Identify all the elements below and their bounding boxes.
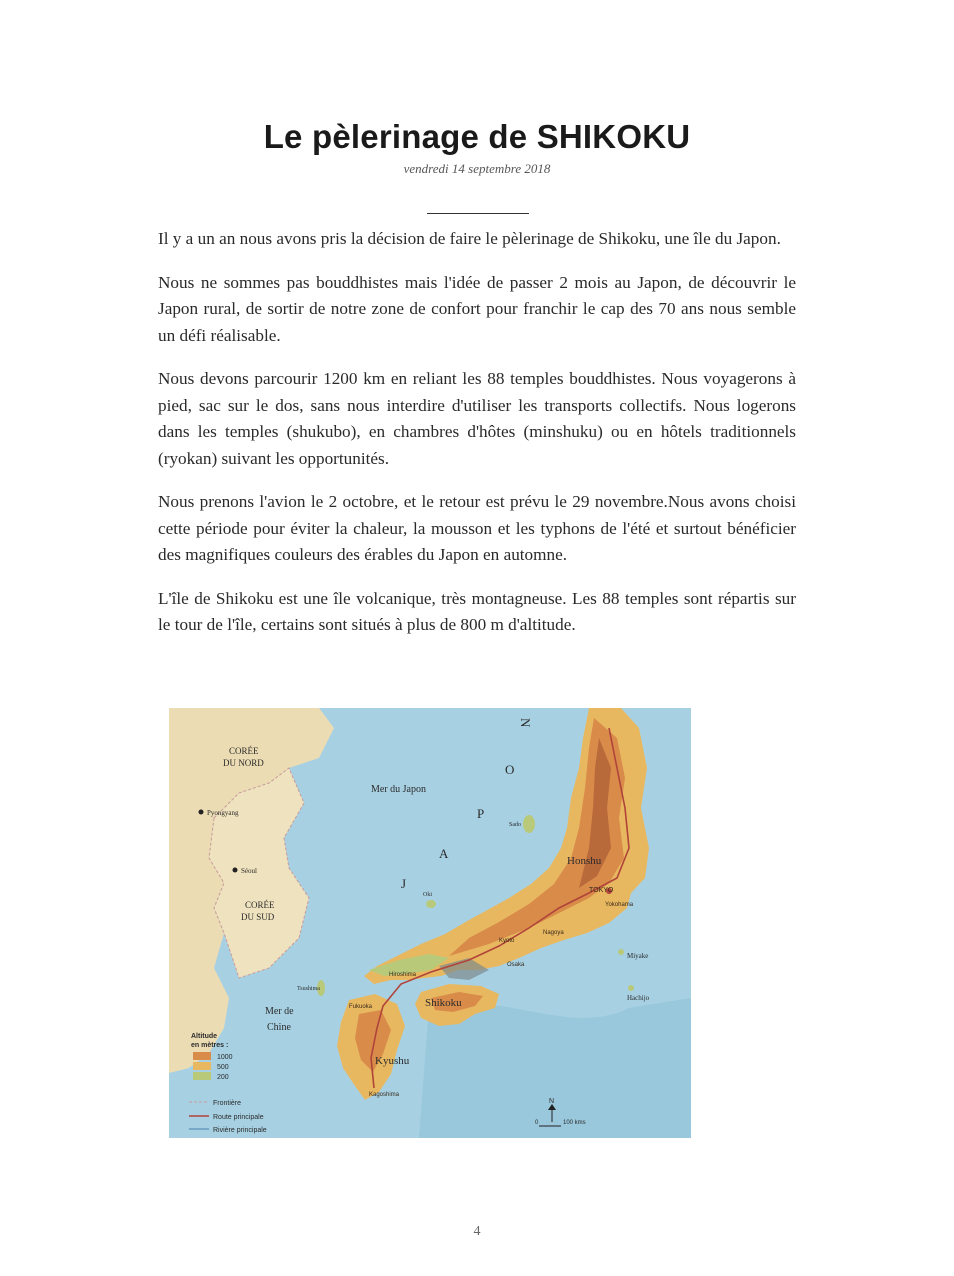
label-hiroshima: Hiroshima — [389, 972, 417, 978]
publication-date: vendredi 14 septembre 2018 — [403, 161, 551, 176]
label-sado: Sado — [509, 822, 521, 828]
label-osaka: Osaka — [507, 962, 525, 968]
legend-1000: 1000 — [217, 1054, 233, 1061]
hachijo-island — [628, 985, 634, 991]
label-pyongyang: Pyongyang — [207, 809, 239, 817]
label-sea-of-japan: Mer du Japon — [371, 784, 426, 795]
paragraph: L'île de Shikoku est une île volcanique, très montagneuse. Les 88 temples sont répartis sur le tour de l'île, certains sont situés à plus de 800 m d'altitude. — [158, 588, 796, 634]
paragraph: Il y a un an nous avons pris la décision de faire le pèlerinage de Shikoku, une île du Japon. — [158, 229, 781, 248]
paragraph: Nous prenons l'avion le 2 octobre, et le retour est prévu le 29 novembre.Nous avons choisi cette période pour éviter la chaleur, la mousson et les typhons de l'été et surtout bénéficier des magnifiques couleurs des érables du Japon en automne. — [158, 492, 796, 564]
scale-label: 100 kms — [563, 1120, 586, 1126]
legend-river: Rivière principale — [213, 1127, 267, 1134]
label-nagoya: Nagoya — [543, 930, 564, 936]
japan-map-image — [169, 708, 691, 1138]
paragraph: Nous devons parcourir 1200 km en reliant les 88 temples bouddhistes. Nous voyagerons à pied, sac sur le dos, sans nous interdire d'utiliser les transports collectifs. Nous logerons dans les temples (shukubo), en chambres d'hôtes (minshuku) ou en hôtels traditionnels (ryokan) suivant les opportunités. — [158, 369, 796, 468]
oki-island — [426, 900, 436, 908]
label-south-korea-2: DU SUD — [241, 912, 275, 922]
legend-500: 500 — [217, 1064, 229, 1071]
label-yokohama: Yokohama — [605, 902, 634, 908]
label-kyoto: Kyoto — [499, 938, 515, 944]
legend-title-1: Altitude — [191, 1033, 218, 1040]
sado-island — [523, 815, 535, 833]
label-honshu: Honshu — [567, 855, 602, 867]
label-kagoshima: Kagoshima — [369, 1092, 400, 1098]
label-sea-of-china-2: Chine — [267, 1022, 291, 1033]
label-kyushu: Kyushu — [375, 1055, 410, 1067]
label-shikoku: Shikoku — [425, 997, 462, 1009]
paragraph: Nous ne sommes pas bouddhistes mais l'idée de passer 2 mois au Japon, de découvrir le Japon rural, de sortir de notre zone de confort pour franchir le cap des 70 ans nous semble un défi réalisable. — [158, 272, 796, 345]
page-number: 4 — [473, 1224, 481, 1239]
legend-road: Route principale — [213, 1114, 264, 1121]
label-japon-p: P — [477, 806, 485, 821]
scale-zero: 0 — [535, 1120, 539, 1126]
legend-swatch-500 — [193, 1062, 211, 1070]
label-japon-n: N — [518, 718, 533, 728]
label-seoul: Séoul — [241, 867, 257, 875]
label-north-korea-2: DU NORD — [223, 758, 264, 768]
seoul-dot — [233, 868, 238, 873]
label-miyake: Miyake — [627, 952, 649, 960]
label-tsushima: Tsushima — [297, 986, 320, 992]
label-sea-of-china-1: Mer de — [265, 1006, 294, 1017]
label-fukuoka: Fukuoka — [349, 1004, 373, 1010]
label-oki: Oki — [423, 892, 432, 898]
label-japon-j: J — [401, 876, 407, 891]
legend-border: Frontière — [213, 1100, 242, 1107]
article-body — [158, 226, 796, 656]
label-japon-a: A — [439, 846, 449, 861]
legend-title-2: en mètres : — [191, 1042, 229, 1049]
label-hachijo: Hachijo — [627, 994, 650, 1002]
label-japon-o: O — [505, 762, 515, 777]
label-south-korea-1: CORÉE — [245, 900, 275, 910]
miyake-island — [618, 949, 624, 955]
pyongyang-dot — [199, 810, 204, 815]
japan-map-svg — [169, 708, 691, 1138]
title-separator — [427, 213, 529, 214]
legend-200: 200 — [217, 1074, 229, 1081]
label-tokyo: TOKYO — [589, 887, 614, 894]
north-label: N — [549, 1098, 555, 1105]
page-title: Le pèlerinage de SHIKOKU — [263, 118, 691, 155]
label-north-korea-1: CORÉE — [229, 746, 259, 756]
legend-swatch-200 — [193, 1072, 211, 1080]
legend-swatch-1000 — [193, 1052, 211, 1060]
